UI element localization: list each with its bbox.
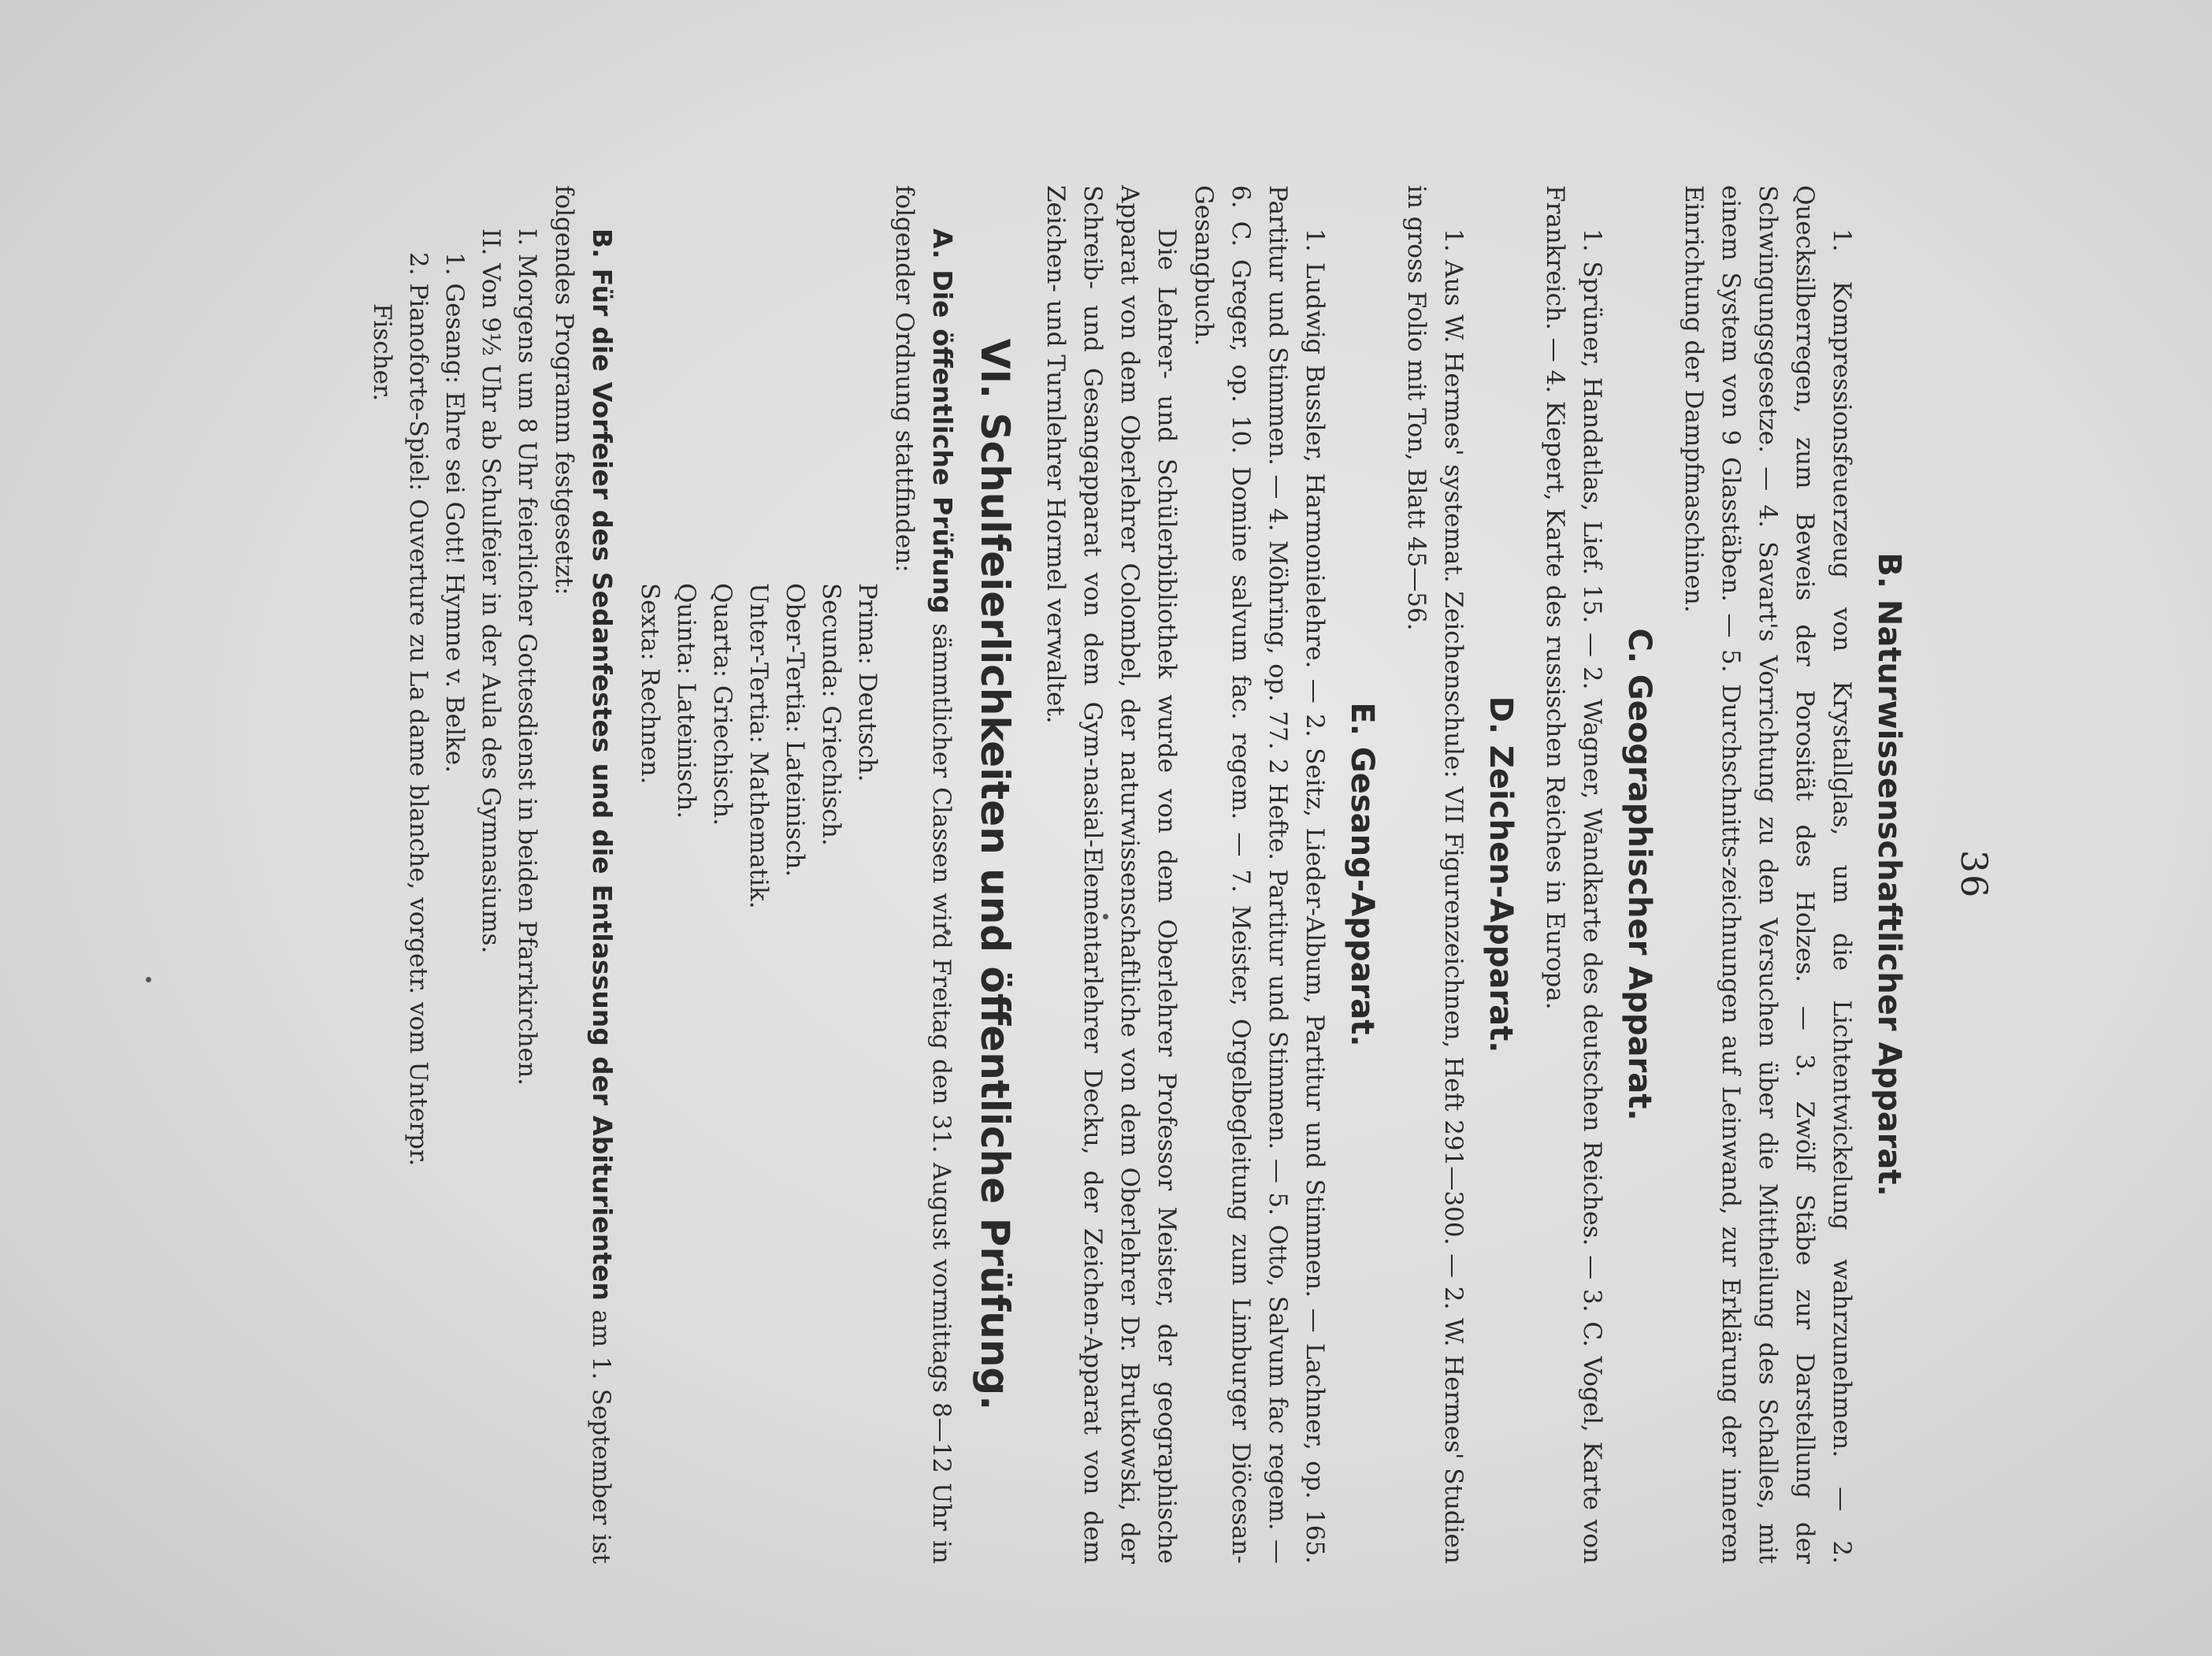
sedan-text: am 1. September ist folgendes Programm festgesetzt: <box>550 185 615 1565</box>
page-number: 36 <box>1953 849 1995 900</box>
section-d-text: 1. Aus W. Hermes' systemat. Zeichenschule: VII Figurenzeichnen, Heft 291—300. — 2. W. Hermes' Studien in gross Folio mit Ton, Blatt 45—56. <box>1402 185 1468 1564</box>
section-e-title: E. Gesang-Apparat. <box>1344 702 1380 1047</box>
exam-paragraph <box>885 185 961 1564</box>
section-b-text: 1. Kompressionsfeuerzeug von Krystallglas, um die Lichtentwickelung wahrzunehmen. — 2. Quecksilberregen, zum Beweis der Porosität des Holzes. — 3. Zwölf Stäbe zur Darstellung der Schwingungsgesetze. — 4. Savart's Vorrichtung zu den Versuchen über die Mittheilung des Schalles, mit einem System von 9 Glasstäben. — 5. Durchschnitts-zeichnungen auf Leinwand, zur Erklärung der inneren Einrichtung der Dampfmaschinen. <box>1679 185 1856 1564</box>
section-c-text: 1. Sprüner, Handatlas, Lief. 15. — 2. Wagner, Wandkarte des deutschen Reiches. — 3. C. Vogel, Karte von Frankreich. — 4. Kiepert, Karte des russischen Reiches in Europa. <box>1541 185 1606 1564</box>
exam-text: sämmtlicher Classen wird Freitag den 31. August vormittags 8—12 Uhr in folgender Ordnung stattfinden: <box>890 185 956 1564</box>
program-subitem: 2. Pianoforte-Spiel: Ouverture zu La dame blanche, vorgetr. vom Unterpr. <box>404 252 432 1167</box>
list-item: Ober-Tertia: Lateinisch. <box>781 583 809 878</box>
library-paragraph: Die Lehrer- und Schülerbibliothek wurde von dem Oberlehrer Professor Meister, der geographische Apparat von dem Oberlehrer Colombel, der naturwissenschaftliche von dem Oberlehrer Dr. Brutkowski, der Schreib- und Gesangapparat von dem Gym-nasial-Elementarlehrer Decku, der Zeichen-Apparat von dem Zeichen- und Turnlehrer Hormel verwaltet. <box>1041 185 1181 1564</box>
chapter-vi-title: VI. Schulfeierlichkeiten und öffentliche Prüfung. <box>972 338 1018 1411</box>
list-item: Quinta: Lateinisch. <box>672 583 700 819</box>
section-e-text: 1. Ludwig Bussler, Harmonielehre. — 2. Seitz, Lieder-Album, Partitur und Stimmen. — Lachner, op. 165. Partitur und Stimmen. — 4. Möhring, op. 77. 2 Hefte. Partitur und Stimmen. — 5. Otto, Salvum fac regem. — 6. C. Greger, op. 10. Domine salvum fac. regem. — 7. Meister, Orgelbegleitung zum Limburger Diöcesan-Gesangbuch. <box>1190 185 1329 1564</box>
list-item: Sexta: Rechnen. <box>636 583 664 785</box>
program-list <box>364 185 545 1564</box>
list-item: Unter-Tertia: Mathematik. <box>744 583 773 909</box>
sedan-heading: B. Für die Vorfeier des Sedanfestes und die Entlassung der Abiturienten <box>587 228 618 1301</box>
sedan-paragraph <box>545 185 621 1564</box>
section-b-title: B. Naturwissenschaftlicher Apparat. <box>1871 552 1907 1197</box>
list-item: Prima: Deutsch. <box>853 583 881 782</box>
program-item: II. Von 9½ Uhr ab Schulfeier in der Aula des Gymnasiums. <box>477 228 505 954</box>
list-item: Quarta: Griechisch. <box>708 583 737 826</box>
list-item: Secunda: Griechisch. <box>817 583 845 846</box>
program-item: I. Morgens um 8 Uhr feierlicher Gottesdienst in beiden Pfarrkirchen. <box>513 228 541 1086</box>
exam-heading: A. Die öffentliche Prüfung <box>927 228 958 614</box>
section-c-title: C. Geographischer Apparat. <box>1621 628 1657 1121</box>
section-d-title: D. Zeichen-Apparat. <box>1483 696 1519 1053</box>
exam-schedule-list <box>632 583 885 1564</box>
program-subitem-continuation: Fischer. <box>368 303 396 402</box>
page-content <box>364 185 1995 1564</box>
program-subitem: 1. Gesang: Ehre sei Gott! Hymne v. Belke. <box>440 252 469 774</box>
